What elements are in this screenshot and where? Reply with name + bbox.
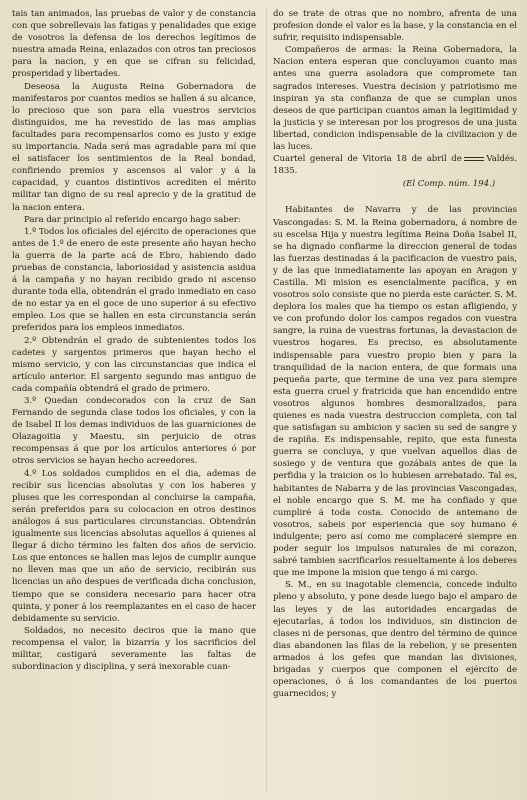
right-column <box>266 8 517 794</box>
left-article-2: 2.º Obtendrán el grado de subtenientes todos los cadetes y sargentos primeros que hayan hecho el mismo servicio, y con las circunstancias que indica el artículo anterior. El sargento segundo mas antiguo de cada compañía obtendrá el grado de primero. <box>12 335 256 394</box>
left-paragraph-3: Para dar principio al referido encargo hago saber: <box>24 214 241 225</box>
signoff-place-date: Cuartel general de Vitoria 18 de abril de 1835. <box>273 154 462 177</box>
signoff-line <box>273 153 517 177</box>
reference-note: (El Comp. núm. 194.) <box>402 179 495 190</box>
right-paragraph-indult: S. M., en su inagotable clemencia, concede indulto pleno y absoluto, y pone desde luego bajo el amparo de las leyes y de las autoridades encargadas de ejecutarlas, á todos los individuos, sin distincion de clases ni de personas, que dentro del término de quince dias abandonen las filas de la rebelion, y se presenten armados á los gefes que mandan las divisiones, brigadas y cuerpos que componen el ejército de operaciones, ó á los comandantes de los puertos guarnecidos; y <box>273 580 517 700</box>
right-paragraph-continuation: do se trate de otras que no nombro, afrenta de una profesion donde el valor es la base, y la constancia en el sufrir, requisito indispensable. <box>273 9 517 44</box>
separator-rule <box>464 157 485 161</box>
section-gap <box>273 196 517 204</box>
right-paragraph-companions: Compañeros de armas: la Reina Gobernadora, la Nacion entera esperan que concluyamos cuanto mas antes una guerra asoladora que compromete tan sagrados intereses. Vuestra decision y patriotismo me inspiran ya sta confianza de que se cumplan unos deseos de que participan cuantos aman la legitimidad y la justicia y se interesan por los progresos de una justa libertad, condicion indispensable de la civilizacion y de las luces. <box>273 45 517 153</box>
signoff-name: Valdés. <box>486 154 517 165</box>
right-paragraph-inhabitants: Habitantes de Navarra y de las provincias Vascongadas: S. M. la Reina gobernadora, á nombre de su escelsa Hija y nuestra legítima Reina Doña Isabel II, se ha dignado confiarme la direccion general de todas las fuerzas destinadas á la pacificacion de vuestro pais, y de las que inmediatamente las apoyan en Aragon y Castilla. Mi mision es esencialmente pacífica, y en vosotros solo consiste que no pierda este carácter. S. M. deplora los males que ha tiempo os estan afligiendo, y ve con profundo dolor los campos regados con vuestra sangre, la ruina de vuestras fortunas, la devastacion de vuestros hogares. Es preciso, es absolutamente indispensable para vuestro propio bien y para la tranquilidad de la nacion entera, de que formais una pequeña parte, que termine de una vez para siempre esta guerra cruel y fratricida que han encendido entre vosotros algunos hombres desmoralizados, para quienes es nada vuestra destruccion completa, con tal que satisfagan su ambicion y sacien su sed de sangre y de rapiña. Es indispensable, repito, que esta funesta guerra se concluya, y que vuelvan aquellos dias de sosiego y de ventura que gozábais antes de que la perfidia y la traicion os lo hubiesen arrebatado. Tal es, habitantes de Nabarra y de las provincias Vascongadas, el noble encargo que S. M. me ha confiado y que cumpliré á toda costa. Conocido de antemano de vosotros, sabeis por esperiencia que soy humano é indulgente; pero así como me complaceré siempre en poder seguir los impulsos naturales de mi corazon, sabré tambien sacrificarlos resueltamente á los deberes que me impone la mision que tengo á mi cargo. <box>273 205 517 579</box>
left-paragraph-1: tais tan animados, las pruebas de valor y de constancia con que sobrellevais las fatigas y penalidades que exige de vosotros la defensa de los derechos legítimos de nuestra amada Reina, enlazados con otros tan preciosos para la nacion, y en que se cifran su felicidad, prosperidad y libertades. <box>12 9 256 80</box>
left-paragraph-soldiers: Soldados, no necesito deciros que la mano que recompensa el valor, la bizarría y los sacrificios del militar, castigará severamente las faltas de subordinacion y disciplina, y será inexorable cuan- <box>12 625 256 673</box>
left-article-1: 1.º Todos los oficiales del ejército de operaciones que antes de 1.º de enero de este presente año hayan hecho la guerra de la parte acá de Ebro, habiendo dado pruebas de constancia, laboriosidad y asistencia asidua á la campaña y no hayan recibido grado ni ascenso durante toda ella, obtendrán el grado inmediato en caso de no estar ya en el goce de uno superior á su efectivo empleo. Los que se hallen en esta circunstancia serán preferidos para los empleos inmediatos. <box>12 226 256 334</box>
left-paragraph-2: Deseosa la Augusta Reina Gobernadora de manifestaros por cuantos medios se hallen á su alcance, lo precioso que son para ella vuestros servicios distinguidos, me ha revestido de las mas amplias facultades para recompensarlos como es justo y exige su importancia. Nada será mas agradable para mí que el satisfacer los sentimientos de la Real bondad, confiriendo premios y ascensos al valor y á la capacidad, y cuantos distintivos acrediten el mérito militar tan digno de su real aprecio y de la gratitud de la nacion entera. <box>12 81 256 213</box>
left-column <box>12 8 258 794</box>
left-article-4: 4.º Los soldados cumplidos en el dia, ademas de recibir sus licencias absolutas y con los haberes y pluses que les correspondan al concluirse la campaña, serán preferidos para su colocacion en otros destinos análogos á sus particulares circunstancias. Obtendrán igualmente sus licencias absolutas aquellos á quienes al llegar á dicho término les falten dos años de servicio. Los que entonces se hallen mas lejos de cumplir aunque no lleven mas que un año de servicio, recibirán sus licencias un año despues de verificada dicha conclusion, tiempo que se considera necesario para hacer otra quinta, y poner á los reemplazantes en el caso de hacer debidamente su servicio. <box>12 468 256 624</box>
left-article-3: 3.º Quedan condecorados con la cruz de San Fernando de segunda clase todos los oficiales, y con la de Isabel II los demas individuos de las guarniciones de Olazagoitia y Maestu, sin perjuicio de otras recompensas á que por los artículos anteriores ó por otros servicios se hayan hecho acreedores. <box>12 396 256 467</box>
two-column-layout <box>12 8 517 794</box>
